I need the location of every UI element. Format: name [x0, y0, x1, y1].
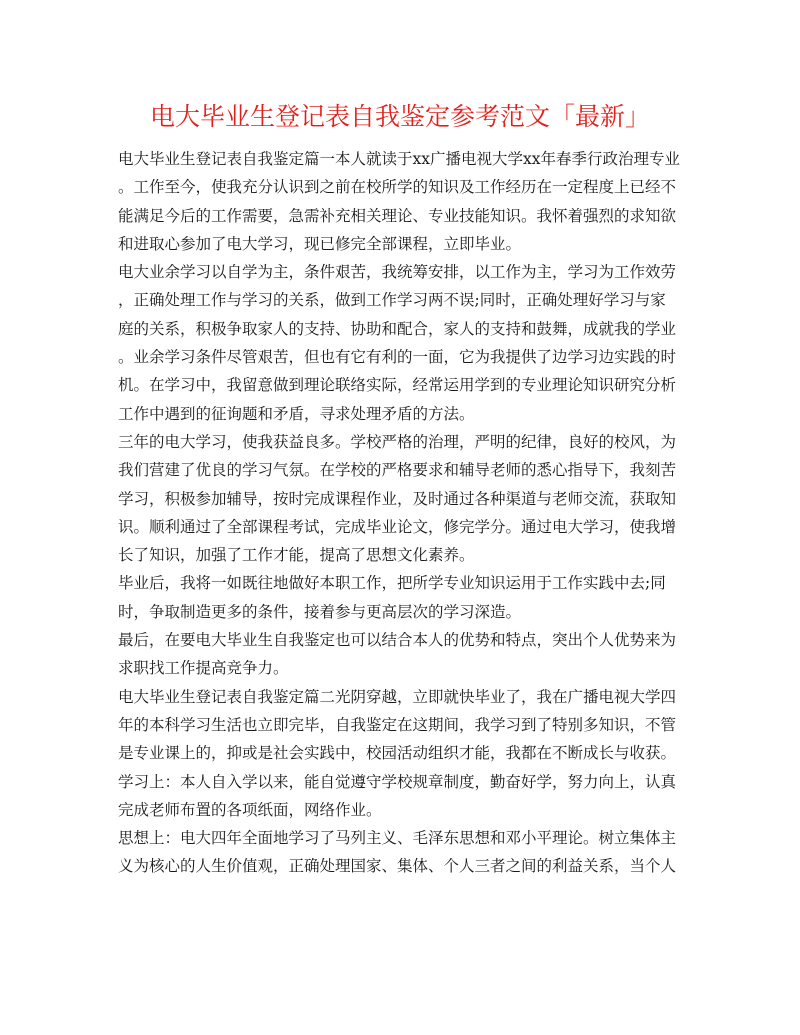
- text-line: 年的本科学习生活也立即完毕，自我鉴定在这期间，我学习到了特别多知识，不管: [118, 715, 677, 734]
- text-line: 时，争取制造更多的条件，接着参与更高层次的学习深造。: [118, 602, 522, 621]
- text-line: 思想上：电大四年全面地学习了马列主义、毛泽东思想和邓小平理论。树立集体主: [118, 829, 677, 848]
- text-line: 电大业余学习以自学为主，条件艰苦，我统筹安排，以工作为主，学习为工作效劳: [118, 263, 677, 282]
- text-line: 识。顺利通过了全部课程考试，完成毕业论文，修完学分。通过电大学习，使我增: [118, 517, 677, 536]
- text-line: 工作中遇到的征询题和矛盾，寻求处理矛盾的方法。: [118, 404, 475, 423]
- text-line: 长了知识，加强了工作才能，提高了思想文化素养。: [118, 546, 475, 565]
- text-line: 能满足今后的工作需要，急需补充相关理论、专业技能知识。我怀着强烈的求知欲: [118, 206, 677, 225]
- text-line: 电大毕业生登记表自我鉴定篇一本人就读于xx广播电视大学xx年春季行政治理专业: [118, 150, 680, 168]
- text-line: ，正确处理工作与学习的关系，做到工作学习两不误;同时，正确处理好学习与家: [118, 291, 666, 310]
- text-line: 。工作至今，使我充分认识到之前在校所学的知识及工作经历在一定程度上已经不: [118, 178, 677, 197]
- document-title: 电大毕业生登记表自我鉴定参考范文「最新」: [149, 102, 650, 131]
- text-line: 义为核心的人生价值观，正确处理国家、集体、个人三者之间的利益关系，当个人: [118, 857, 677, 876]
- text-line: 和进取心参加了电大学习，现已修完全部课程，立即毕业。: [118, 234, 522, 253]
- text-line: 。业余学习条件尽管艰苦，但也有它有利的一面，它为我提供了边学习边实践的时: [118, 348, 677, 367]
- text-line: 学习，积极参加辅导，按时完成课程作业，及时通过各种渠道与老师交流，获取知: [118, 489, 677, 508]
- text-line: 学习上：本人自入学以来，能自觉遵守学校规章制度，勤奋好学，努力向上，认真: [118, 772, 677, 791]
- text-line: 最后，在要电大毕业生自我鉴定也可以结合本人的优势和特点，突出个人优势来为: [118, 631, 677, 650]
- text-line: 求职找工作提高竞争力。: [118, 659, 289, 678]
- text-line: 毕业后，我将一如既往地做好本职工作，把所学专业知识运用于工作实践中去;同: [118, 574, 666, 593]
- text-line: 庭的关系，积极争取家人的支持、协助和配合，家人的支持和鼓舞，成就我的学业: [118, 319, 677, 338]
- text-line: 完成老师布置的各项纸面，网络作业。: [118, 800, 382, 819]
- text-line: 三年的电大学习，使我获益良多。学校严格的治理，严明的纪律，良好的校风，为: [118, 432, 677, 451]
- text-line: 是专业课上的，抑或是社会实践中，校园活动组织才能，我都在不断成长与收获。: [118, 744, 677, 763]
- text-line: 机。在学习中，我留意做到理论联络实际，经常运用学到的专业理论知识研究分析: [118, 376, 677, 395]
- document-body: [118, 145, 685, 881]
- text-line: 电大毕业生登记表自我鉴定篇二光阴穿越，立即就快毕业了，我在广播电视大学四: [118, 687, 677, 706]
- text-line: 我们营建了优良的学习气氛。在学校的严格要求和辅导老师的悉心指导下，我刻苦: [118, 461, 677, 480]
